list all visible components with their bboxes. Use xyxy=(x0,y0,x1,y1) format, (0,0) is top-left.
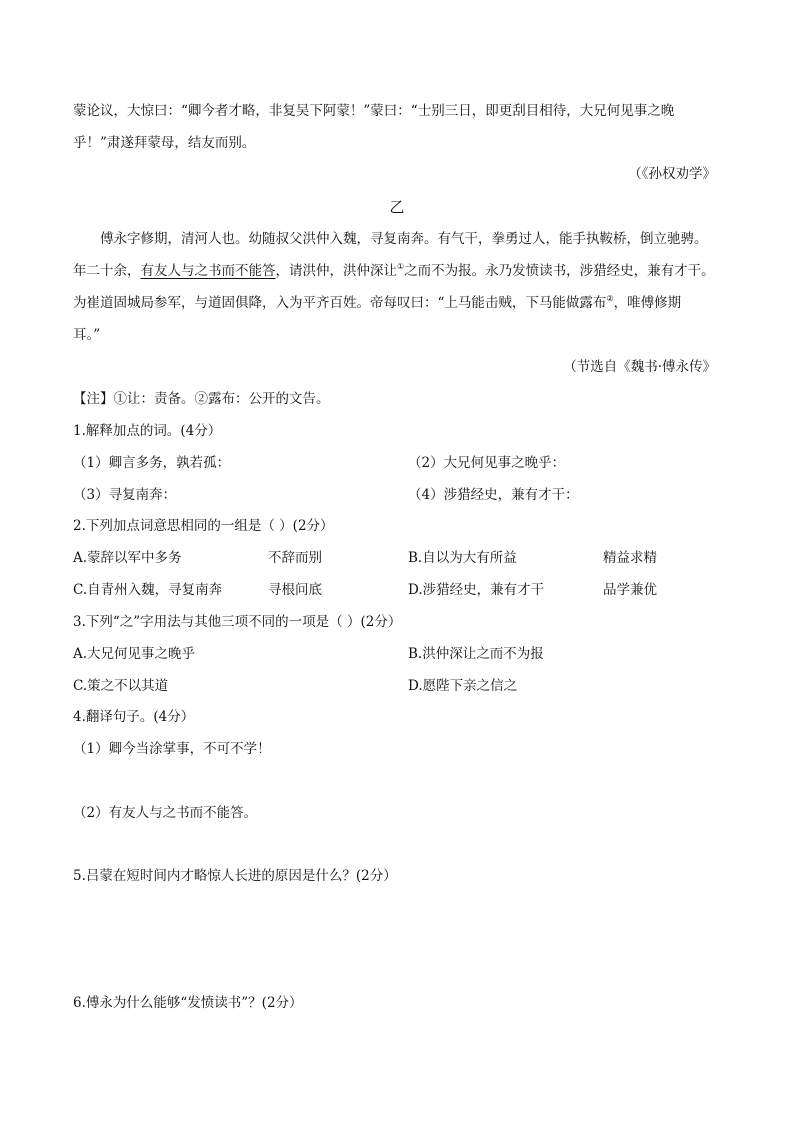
passage-yi-line-3-a: 为崔道固城局参军，与道固俱降，入为平齐百姓。帝每叹曰：“上马能击贼，下马能做露布 xyxy=(73,295,607,311)
question-4-item-1: （1）卿今当涂掌事，不可不学！ xyxy=(73,741,271,757)
question-2-option-c: C.自青州入魏，寻复南奔 xyxy=(73,582,223,598)
passage-yi-line-2-b: ，请洪仲，洪仲深让 xyxy=(275,263,397,279)
question-2-option-c-compare: 寻根问底 xyxy=(268,582,322,598)
question-3-option-a: A.大兄何见事之晚乎 xyxy=(73,646,196,662)
passage-yi-line-1: 傅永字修期，清河人也。幼随叔父洪仲入魏，寻复南奔。有气干，拳勇过人，能手执鞍桥，倒立驰骋。 xyxy=(100,231,708,247)
question-1-item-2: （2）大兄何见事之晚乎： xyxy=(408,455,566,471)
question-6-stem: 6.傅永为什么能够“发愤读书”？(2分） xyxy=(73,995,303,1011)
question-3-stem: 3.下列“之”字用法与其他三项不同的一项是（ ）(2分） xyxy=(73,614,402,630)
passage-yi-heading: 乙 xyxy=(389,198,405,216)
question-3-option-c: C.策之不以其道 xyxy=(73,678,169,694)
question-4-stem: 4.翻译句子。(4分） xyxy=(73,709,195,725)
question-2-option-d-compare: 品学兼优 xyxy=(603,582,657,598)
passage-yi-line-2-a: 年二十余， xyxy=(73,263,141,279)
question-2-option-a-compare: 不辞而别 xyxy=(268,550,322,566)
passage-yi-source: （节选自《魏书·傅永传》 xyxy=(563,359,716,375)
passage-jia-line-2: 乎！”肃遂拜蒙母，结友而别。 xyxy=(73,135,256,151)
question-3-option-d: D.愿陛下亲之信之 xyxy=(408,678,518,694)
question-2-option-b-compare: 精益求精 xyxy=(603,550,657,566)
underlined-sentence: 有友人与之书而不能答 xyxy=(140,263,276,279)
question-3-option-b: B.洪仲深让之而不为报 xyxy=(408,646,544,662)
question-5-stem: 5.吕蒙在短时间内才略惊人长进的原因是什么？(2分） xyxy=(73,868,397,884)
question-2-option-d: D.涉猎经史，兼有才干 xyxy=(408,582,545,598)
passage-yi-line-3 xyxy=(73,293,681,313)
passage-yi-line-2-c: 之而不为报。永乃发愤读书，涉猎经史，兼有才干。 xyxy=(404,263,715,279)
question-1-item-3: （3）寻复南奔： xyxy=(73,487,177,503)
footnote-marker-2: ② xyxy=(606,294,614,303)
passage-yi-line-2 xyxy=(73,261,715,281)
footnote-marker-1: ① xyxy=(397,262,405,271)
annotation-notes: 【注】①让：责备。②露布：公开的文告。 xyxy=(73,391,330,407)
question-4-item-2: （2）有友人与之书而不能答。 xyxy=(73,805,258,821)
question-1-item-1: （1）卿言多务，孰若孤： xyxy=(73,455,231,471)
passage-jia-source: （《孙权劝学》 xyxy=(628,166,716,182)
question-1-item-4: （4）涉猎经史，兼有才干： xyxy=(408,487,579,503)
question-2-option-b: B.自以为大有所益 xyxy=(408,550,517,566)
passage-yi-line-3-b: ，唯傅修期 xyxy=(613,295,682,311)
passage-yi-line-4: 耳。” xyxy=(73,327,101,343)
question-2-option-a: A.蒙辞以军中多务 xyxy=(73,550,182,566)
question-1-stem: 1.解释加点的词。(4分） xyxy=(73,423,222,439)
passage-jia-line-1: 蒙论议，大惊曰：“卿今者才略，非复吴下阿蒙！”蒙曰：“士别三日，即更刮目相待，大兄何见事之晚 xyxy=(73,103,675,119)
question-2-stem: 2.下列加点词意思相同的一组是（ ）(2分） xyxy=(73,518,334,534)
